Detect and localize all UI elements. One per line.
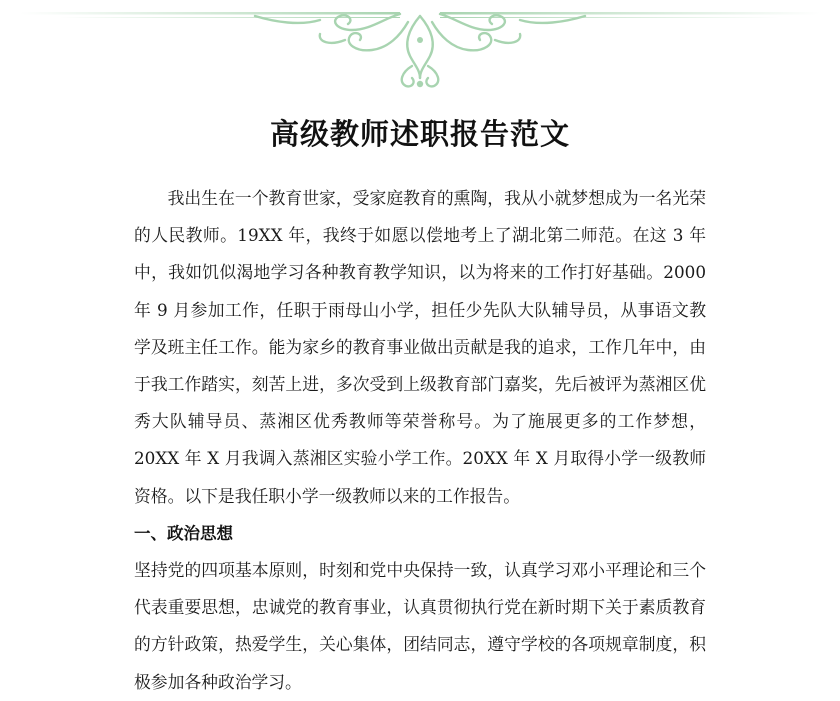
section-heading-political: 一、政治思想 xyxy=(134,523,233,543)
section-paragraph-political: 坚持党的四项基本原则，时刻和党中央保持一致，认真学习邓小平理论和三个代表重要思想，忠诚党的教育事业，认真贯彻执行党在新时期下关于素质教育的方针政策，热爱学生，关心集体，团结同志，遵守学校的各项规章制度，积极参加各种政治学习。 xyxy=(134,560,706,692)
document-title: 高级教师述职报告范文 xyxy=(269,117,570,151)
document-body xyxy=(134,180,706,701)
intro-paragraph: 我出生在一个教育世家，受家庭教育的熏陶，我从小就梦想成为一名光荣的人民教师。19XX 年，我终于如愿以偿地考上了湖北第二师范。在这 3 年中，我如饥似渴地学习各种教育教学知识，以为将来的工作打好基础。2000 年 9 月参加工作，任职于雨母山小学，担任少先队大队辅导员，从事语文教学及班主任工作。能为家乡的教育事业做出贡献是我的追求，工作几年中，由于我工作踏实，刻苦上进，多次受到上级教育部门嘉奖，先后被评为蒸湘区优秀大队辅导员、蒸湘区优秀教师等荣誉称号。为了施展更多的工作梦想，20XX 年 X 月我调入蒸湘区实验小学工作。20XX 年 X 月取得小学一级教师资格。以下是我任职小学一级教师以来的工作报告。 xyxy=(134,188,706,506)
header-ornament xyxy=(0,0,840,95)
